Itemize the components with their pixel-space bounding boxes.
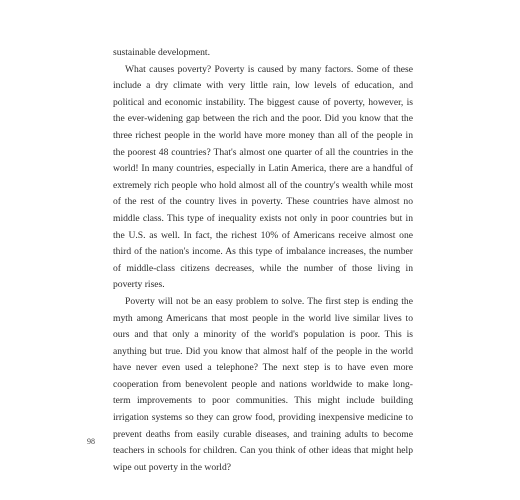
paragraph-solving-poverty: Poverty will not be an easy problem to solve. The first step is ending the myth among Americans that most people in the world live similar lives to ours and that only a minority of the world's population is poor. This is anything but true. Did you know that almost half of the people in the world have never even used a telephone? The next step is to have even more cooperation from benevolent people and nations worldwide to make long-term improvements to poor communities. This might include building irrigation systems so they can grow food, providing inexpensive medicine to prevent deaths from easily curable diseases, and training adults to become teachers in schools for children. Can you think of other ideas that might help wipe out poverty in the world? xyxy=(113,295,413,473)
paragraph-continuation: sustainable development. xyxy=(113,47,210,58)
page-number: 98 xyxy=(87,437,95,446)
body-text xyxy=(113,45,413,476)
paragraph-causes-of-poverty: What causes poverty? Poverty is caused by many factors. Some of these include a dry climate with very little rain, low levels of education, and political and economic instability. The biggest cause of poverty, however, is the ever-widening gap between the rich and the poor. Did you know that the three richest people in the world have more money than all of the people in the poorest 48 countries? That's almost one quarter of all the countries in the world! In many countries, especially in Latin America, there are a handful of extremely rich people who hold almost all of the country's wealth while most of the rest of the country lives in poverty. These countries have almost no middle class. This type of inequality exists not only in poor countries but in the U.S. as well. In fact, the richest 10% of Americans receive almost one third of the nation's income. As this type of imbalance increases, the number of middle-class citizens decreases, while the number of those living in poverty rises. xyxy=(113,63,413,291)
